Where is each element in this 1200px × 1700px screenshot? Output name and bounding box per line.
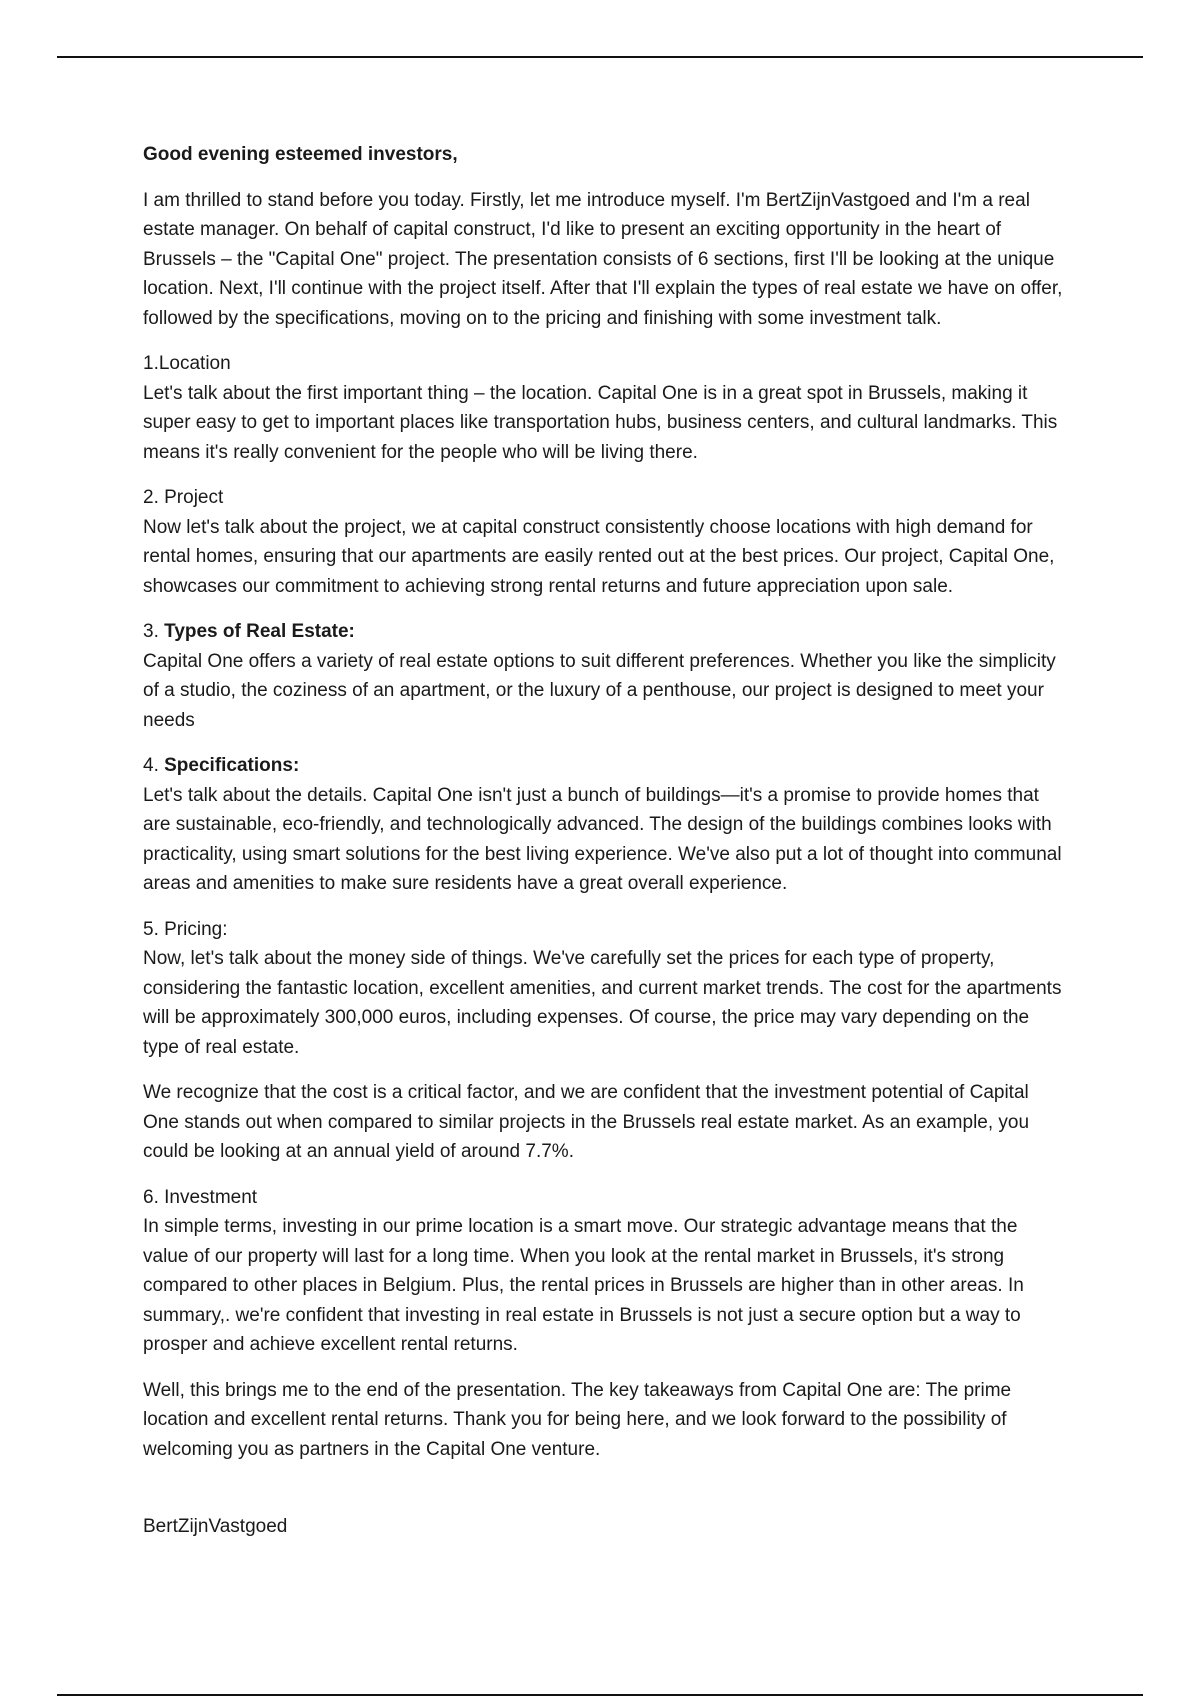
- closing-paragraph: Well, this brings me to the end of the presentation. The key takeaways from Capital One are: The prime location and excellent rental returns. Thank you for being here, and we look forward to the possibility of welcoming you as partners in the Capital One venture.: [143, 1379, 1012, 1460]
- section-title: Specifications:: [164, 755, 300, 776]
- section-body: In simple terms, investing in our prime location is a smart move. Our strategic advantage means that the value of our property will last for a long time. When you look at the rental market in Brussels, it's strong compared to other places in Belgium. Plus, the rental prices in Brussels are higher than in other areas. In summary,. we're confident that investing in real estate in Brussels is not just a secure option but a way to prosper and achieve excellent rental returns.: [143, 1216, 1024, 1355]
- section-number: 2.: [143, 487, 159, 508]
- intro-paragraph: I am thrilled to stand before you today. Firstly, let me introduce myself. I'm BertZijnVastgoed and I'm a real estate manager. On behalf of capital construct, I'd like to present an exciting opportunity in the heart of Brussels – the "Capital One" project. The presentation consists of 6 sections, first I'll be looking at the unique location. Next, I'll continue with the project itself. After that I'll explain the types of real estate we have on offer, followed by the specifications, moving on to the pricing and finishing with some investment talk.: [143, 189, 1063, 329]
- header-rule: [57, 56, 1143, 58]
- signature: BertZijnVastgoed: [143, 1516, 288, 1537]
- section-project: [143, 483, 1063, 601]
- section-heading: [143, 915, 1063, 945]
- section-heading: [143, 751, 1063, 781]
- section-title: Project: [158, 487, 224, 508]
- section-heading: [143, 617, 1063, 647]
- section-body: Now, let's talk about the money side of things. We've carefully set the prices for each type of property, considering the fantastic location, excellent amenities, and current market trends. The cost for the apartments will be approximately 300,000 euros, including expenses. Of course, the price may vary depending on the type of real estate.: [143, 948, 1062, 1058]
- section-body: Now let's talk about the project, we at capital construct consistently choose locations with high demand for rental homes, ensuring that our apartments are easily rented out at the best prices. Our project, Capital One, showcases our commitment to achieving strong rental returns and future appreciation upon sale.: [143, 516, 1055, 597]
- section-heading: [143, 349, 1063, 379]
- section-title: Types of Real Estate:: [164, 621, 355, 642]
- section-title: Pricing:: [158, 918, 228, 940]
- section-pricing: [143, 915, 1063, 1063]
- section-number: 1.: [143, 353, 159, 374]
- footer-rule: [57, 1694, 1143, 1696]
- section-title: Investment: [158, 1186, 258, 1208]
- section-heading: [143, 483, 1063, 513]
- section-body: Capital One offers a variety of real estate options to suit different preferences. Whether you like the simplicity of a studio, the coziness of an apartment, or the luxury of a penthouse, our project is designed to meet your needs: [143, 650, 1056, 731]
- document-body: [143, 140, 1063, 1558]
- pricing-followup-paragraph: We recognize that the cost is a critical factor, and we are confident that the investment potential of Capital One stands out when compared to similar projects in the Brussels real estate market. As an example, you could be looking at an annual yield of around 7.7%.: [143, 1082, 1030, 1162]
- section-body: Let's talk about the first important thing – the location. Capital One is in a great spot in Brussels, making it super easy to get to important places like transportation hubs, business centers, and cultural landmarks. This means it's really convenient for the people who will be living there.: [143, 382, 1058, 463]
- section-heading: [143, 1183, 1063, 1213]
- section-number: 6.: [143, 1186, 159, 1208]
- section-body: Let's talk about the details. Capital One isn't just a bunch of buildings—it's a promise to provide homes that are sustainable, eco-friendly, and technologically advanced. The design of the buildings combines looks with practicality, using smart solutions for the best living experience. We've also put a lot of thought into communal areas and amenities to make sure residents have a great overall experience.: [143, 784, 1062, 894]
- section-types-of-real-estate: [143, 617, 1063, 735]
- section-number: 5.: [143, 918, 159, 940]
- section-specifications: [143, 751, 1063, 899]
- section-number: 4.: [143, 755, 165, 776]
- section-location: [143, 349, 1063, 467]
- section-number: 3.: [143, 621, 165, 642]
- section-investment: [143, 1183, 1063, 1360]
- section-title: Location: [158, 353, 231, 374]
- greeting: Good evening esteemed investors,: [143, 144, 458, 165]
